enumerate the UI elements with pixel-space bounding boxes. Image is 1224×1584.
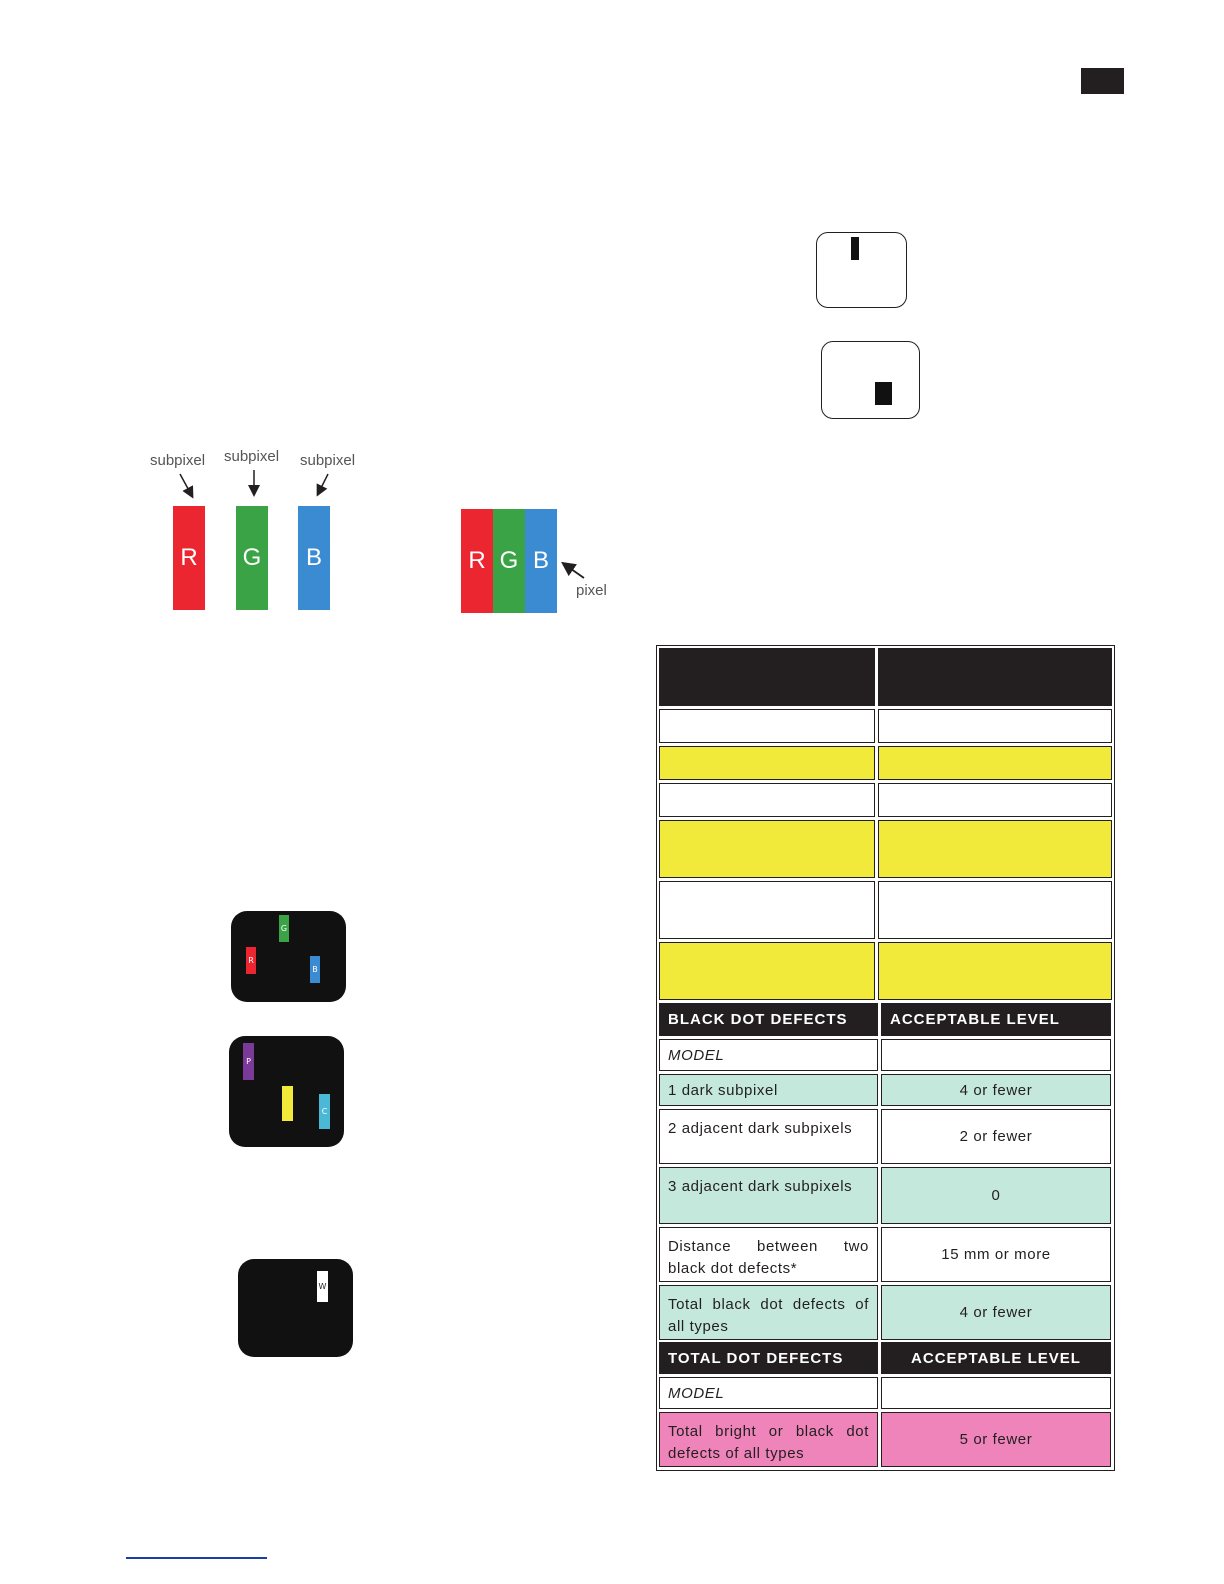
dot-mark	[875, 382, 892, 405]
pixel-arrow-icon	[558, 560, 588, 582]
subpixel-caption-red: subpixel	[150, 452, 206, 469]
bright-table-header-left	[659, 648, 875, 706]
chip-blue	[310, 956, 320, 983]
row-value-text: 2 or fewer	[959, 1128, 1033, 1145]
bright-table-cell	[878, 709, 1112, 743]
chip-letter: W	[318, 1282, 327, 1291]
black-dot-model-value	[881, 1039, 1111, 1071]
black-dot-row-value	[881, 1074, 1111, 1106]
pixel-blue	[525, 509, 557, 613]
bright-table-cell	[659, 942, 875, 1000]
row-label-text: 2 adjacent dark subpixels	[668, 1120, 853, 1137]
bright-table-cell	[659, 881, 875, 939]
arrow-icon	[318, 474, 328, 494]
model-text: MODEL	[668, 1046, 725, 1064]
row-label-text: Total black dot defects of all types	[668, 1296, 869, 1335]
bright-table-cell	[659, 709, 875, 743]
total-header-level	[881, 1342, 1111, 1374]
pixel-caption: pixel	[576, 582, 607, 599]
pixel-letter: R	[468, 547, 486, 574]
subpixel-letter: B	[305, 544, 322, 571]
subpixel-arrows	[170, 468, 340, 504]
header-text: ACCEPTABLE LEVEL	[911, 1349, 1081, 1367]
chip-letter: G	[280, 924, 288, 933]
chip-letter: R	[248, 956, 254, 965]
model-text: MODEL	[668, 1384, 725, 1402]
chip-letter: B	[312, 965, 318, 974]
black-dot-row-label	[659, 1074, 878, 1106]
bright-table-cell	[878, 783, 1112, 817]
screen-icon-white-bright-dot	[238, 1259, 353, 1357]
chip-red	[246, 947, 256, 974]
row-value-text: 15 mm or more	[941, 1246, 1051, 1263]
pixel-red	[461, 509, 493, 613]
black-dot-row-value	[881, 1109, 1111, 1164]
total-row-value	[881, 1412, 1111, 1467]
pixel-letter: B	[532, 547, 549, 574]
row-value-text: 0	[991, 1187, 1001, 1204]
page-section-tab	[1081, 68, 1124, 94]
chip-green	[279, 915, 289, 942]
subpixel-caption-green: subpixel	[224, 448, 280, 465]
subpixel-red	[173, 506, 205, 610]
black-dot-header-label	[659, 1003, 878, 1036]
row-label-text: 3 adjacent dark subpixels	[668, 1178, 853, 1195]
row-label-text: Total bright or black dot defects of all types	[668, 1423, 869, 1462]
dot-mark	[851, 237, 859, 260]
screen-icon-dark-dot	[821, 341, 920, 419]
row-label-text: Distance between two black dot defects*	[668, 1238, 869, 1277]
bright-table-cell	[878, 881, 1112, 939]
bright-table-cell	[659, 746, 875, 780]
screen-icon-pyc-bright-dots	[229, 1036, 344, 1147]
bright-table-cell	[659, 820, 875, 878]
black-dot-row-value	[881, 1227, 1111, 1282]
pixel-group	[461, 509, 557, 613]
pixel-green	[493, 509, 525, 613]
chip-letter: C	[321, 1107, 328, 1116]
subpixel-blue	[298, 506, 330, 610]
arrow-icon	[180, 474, 192, 496]
total-row-label	[659, 1412, 878, 1467]
chip-letter: Y	[285, 1099, 290, 1108]
subpixel-green	[236, 506, 268, 610]
header-text: BLACK DOT DEFECTS	[668, 1011, 848, 1028]
black-dot-row-label	[659, 1285, 878, 1340]
subpixel-caption-blue: subpixel	[300, 452, 356, 469]
bright-table-cell	[659, 783, 875, 817]
footnote-rule	[126, 1557, 267, 1559]
screen-icon-rgb-bright-dots	[231, 911, 346, 1002]
black-dot-row-value	[881, 1167, 1111, 1224]
row-label-text: 1 dark subpixel	[668, 1081, 778, 1099]
bright-table-header-right	[878, 648, 1112, 706]
bright-table-cell	[878, 942, 1112, 1000]
black-dot-row-label	[659, 1167, 878, 1224]
bright-table-cell	[878, 820, 1112, 878]
total-header-label	[659, 1342, 878, 1374]
pixel-letter: G	[499, 547, 519, 574]
black-dot-model-label	[659, 1039, 878, 1071]
row-value-text: 4 or fewer	[959, 1304, 1033, 1321]
black-dot-row-value	[881, 1285, 1111, 1340]
black-dot-row-label	[659, 1109, 878, 1164]
chip-yellow	[282, 1086, 293, 1121]
subpixel-letter: G	[242, 544, 262, 571]
screen-icon-bright-dot	[816, 232, 907, 308]
chip-letter: P	[246, 1057, 251, 1066]
header-text: TOTAL DOT DEFECTS	[668, 1349, 844, 1367]
header-text: ACCEPTABLE LEVEL	[890, 1011, 1060, 1028]
chip-white	[317, 1271, 328, 1302]
row-value-text: 4 or fewer	[959, 1081, 1033, 1099]
row-value-text: 5 or fewer	[959, 1431, 1033, 1448]
black-dot-header-level	[881, 1003, 1111, 1036]
chip-purple	[243, 1043, 254, 1080]
subpixel-letter: R	[180, 544, 198, 571]
total-model-value	[881, 1377, 1111, 1409]
black-dot-row-label	[659, 1227, 878, 1282]
chip-cyan	[319, 1094, 330, 1129]
total-model-label	[659, 1377, 878, 1409]
bright-table-cell	[878, 746, 1112, 780]
